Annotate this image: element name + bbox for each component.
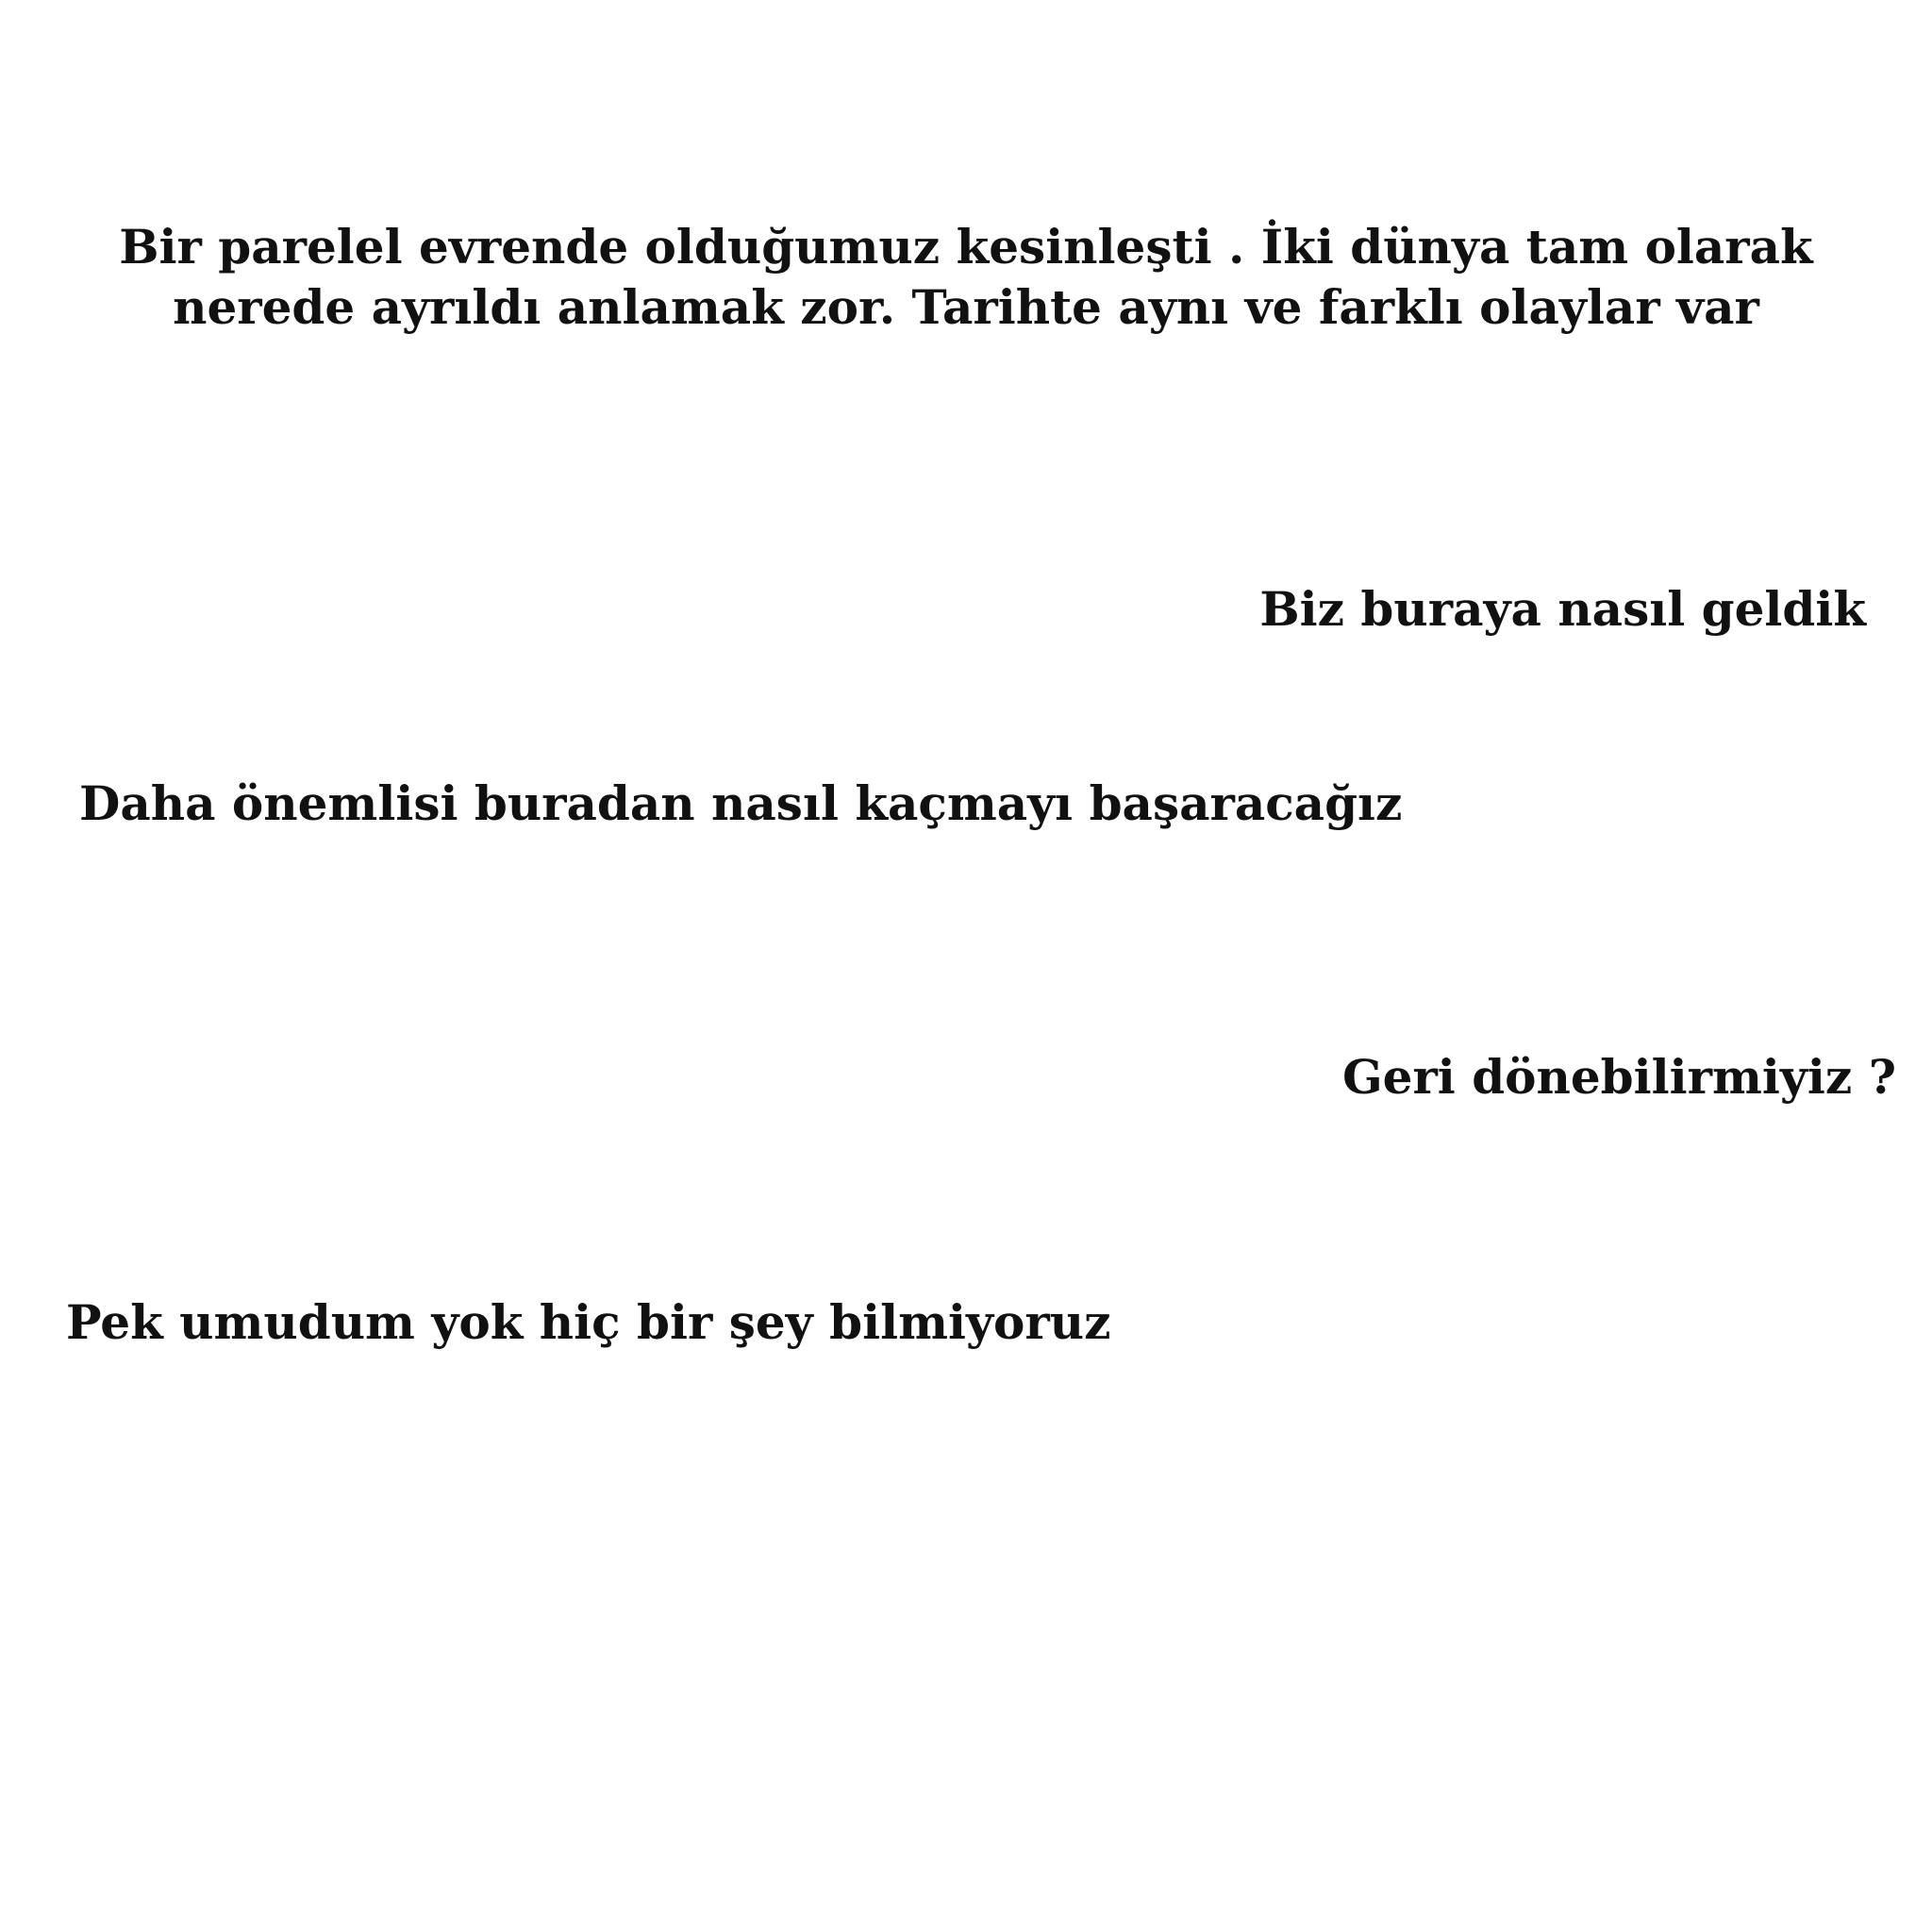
question-2-text: Daha önemlisi buradan nasıl kaçmayı başaracağız: [79, 775, 1403, 831]
question-1-text: Biz buraya nasıl geldik: [1259, 581, 1866, 637]
intro-line-2: nerede ayrıldı anlamak zor. Tarihte aynı ve farklı olaylar var: [173, 279, 1759, 335]
final-statement-text: Pek umudum yok hiç bir şey bilmiyoruz: [66, 1294, 1111, 1350]
intro-paragraph: [0, 217, 1932, 338]
intro-line-1: Bir parelel evrende olduğumuz kesinleşti . İki dünya tam olarak: [119, 219, 1813, 275]
question-3-text: Geri dönebilirmiyiz ?: [1341, 1049, 1896, 1105]
